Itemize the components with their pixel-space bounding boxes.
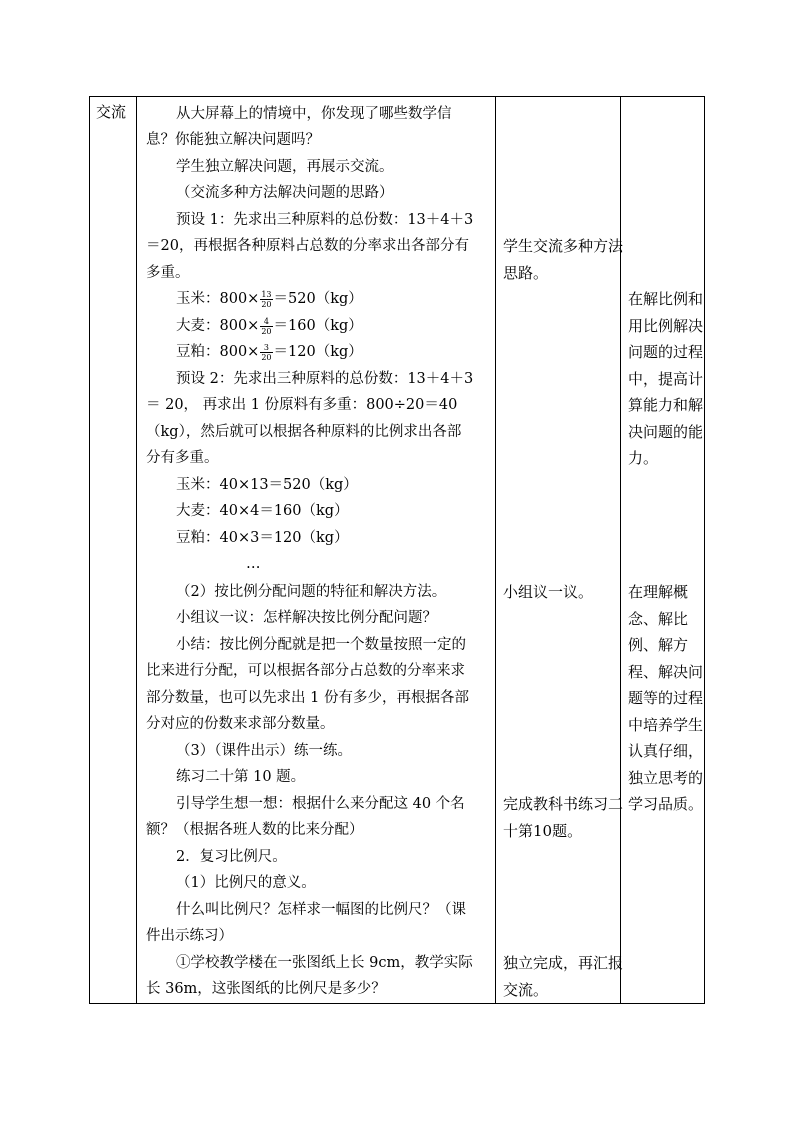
design-intent-text: 在理解概念、解比例、解方程、解决问题等的过程中培养学生认真仔细，独立思考的学习品质。 — [628, 583, 704, 813]
fraction — [260, 290, 272, 309]
numerator: 3 — [260, 343, 272, 353]
text-segment: ＝120（kg） — [273, 344, 363, 360]
text-line: （kg），然后就可以根据各种原料的比例求出各部 — [146, 424, 462, 440]
text-segment: 玉米：800× — [176, 291, 260, 307]
text-segment: ＝520（kg） — [273, 291, 363, 307]
column-divider — [136, 97, 137, 1003]
text-line: 玉米：40×13＝520（kg） — [176, 477, 358, 493]
text-line: 学生独立解决问题，再展示交流。 — [176, 159, 394, 175]
text-line: 豆粕：40×3＝120（kg） — [176, 530, 349, 546]
text-line: 分对应的份数来求部分数量。 — [146, 716, 335, 732]
text-line: 从大屏幕上的情境中，你发现了哪些数学信 — [176, 106, 452, 122]
design-intent-text: 在解比例和用比例解决问题的过程中，提高计算能力和解决问题的能力。 — [628, 290, 704, 467]
text-line: 2．复习比例尺。 — [176, 849, 287, 865]
text-line: 件出示练习） — [146, 928, 233, 944]
column-divider — [495, 97, 496, 1003]
text-line: 什么叫比例尺？怎样求一幅图的比例尺？（课 — [176, 902, 466, 918]
text-line: 分有多重。 — [146, 450, 219, 466]
text-line: 多重。 — [146, 265, 190, 281]
fraction — [260, 343, 272, 362]
text-line: 比来进行分配，可以根据各部分占总数的分率来求 — [146, 663, 465, 679]
numerator: 13 — [261, 289, 272, 299]
text-line: （2）按比例分配问题的特征和解决方法。 — [176, 584, 447, 600]
student-activity-text: 独立完成，再汇报交流。 — [503, 954, 624, 999]
denominator: 20 — [261, 326, 272, 336]
barley-fraction-line — [146, 313, 491, 340]
text-line: 大麦：40×4＝160（kg） — [176, 503, 349, 519]
denominator: 20 — [261, 299, 272, 309]
denominator: 20 — [261, 352, 272, 362]
fraction — [260, 317, 272, 336]
text-line: 预设 1：先求出三种原料的总份数：13＋4＋3 — [176, 212, 474, 228]
text-line: 小组议一议：怎样解决按比例分配问题？ — [176, 610, 437, 626]
text-line: 预设 2：先求出三种原料的总份数：13＋4＋3 — [176, 371, 474, 387]
text-line: （交流多种方法解决问题的思路） — [176, 185, 394, 201]
text-line: ①学校教学楼在一张图纸上长 9cm，教学实际 — [176, 955, 473, 971]
text-line: （1）比例尺的意义。 — [176, 875, 316, 891]
text-segment: 豆粕：800× — [176, 344, 260, 360]
text-line: 部分数量，也可以先求出 1 份有多少，再根据各部 — [146, 690, 469, 706]
lesson-table — [89, 96, 705, 1004]
text-segment: 大麦：800× — [176, 318, 260, 334]
text-line: 引导学生想一想：根据什么来分配这 40 个名 — [176, 796, 465, 812]
text-line: ＝20，再根据各种原料占总数的分率求出各部分有 — [146, 238, 469, 254]
student-activity-text: 小组议一议。 — [503, 583, 594, 601]
bean-fraction-line — [146, 339, 491, 366]
ellipsis-line: … — [246, 556, 261, 572]
text-line: 息？你能独立解决问题吗？ — [146, 132, 320, 148]
stage-label: 交流 — [96, 103, 127, 121]
text-line: 小结：按比例分配就是把一个数量按照一定的 — [176, 637, 466, 653]
student-activity-text: 学生交流多种方法思路。 — [503, 237, 624, 282]
text-line: 额？（根据各班人数的比来分配） — [146, 822, 364, 838]
text-line: 长 36m，这张图纸的比例尺是多少？ — [146, 981, 386, 997]
corn-fraction-line — [146, 286, 491, 313]
text-line: ＝ 20， 再求出 1 份原料有多重：800÷20＝40 — [146, 397, 458, 413]
text-segment: ＝160（kg） — [273, 318, 363, 334]
student-activity-text: 完成教科书练习二十第10题。 — [503, 795, 624, 840]
numerator: 4 — [260, 317, 272, 327]
text-line: （3）（课件出示）练一练。 — [176, 743, 352, 759]
text-line: 练习二十第 10 题。 — [176, 769, 306, 785]
